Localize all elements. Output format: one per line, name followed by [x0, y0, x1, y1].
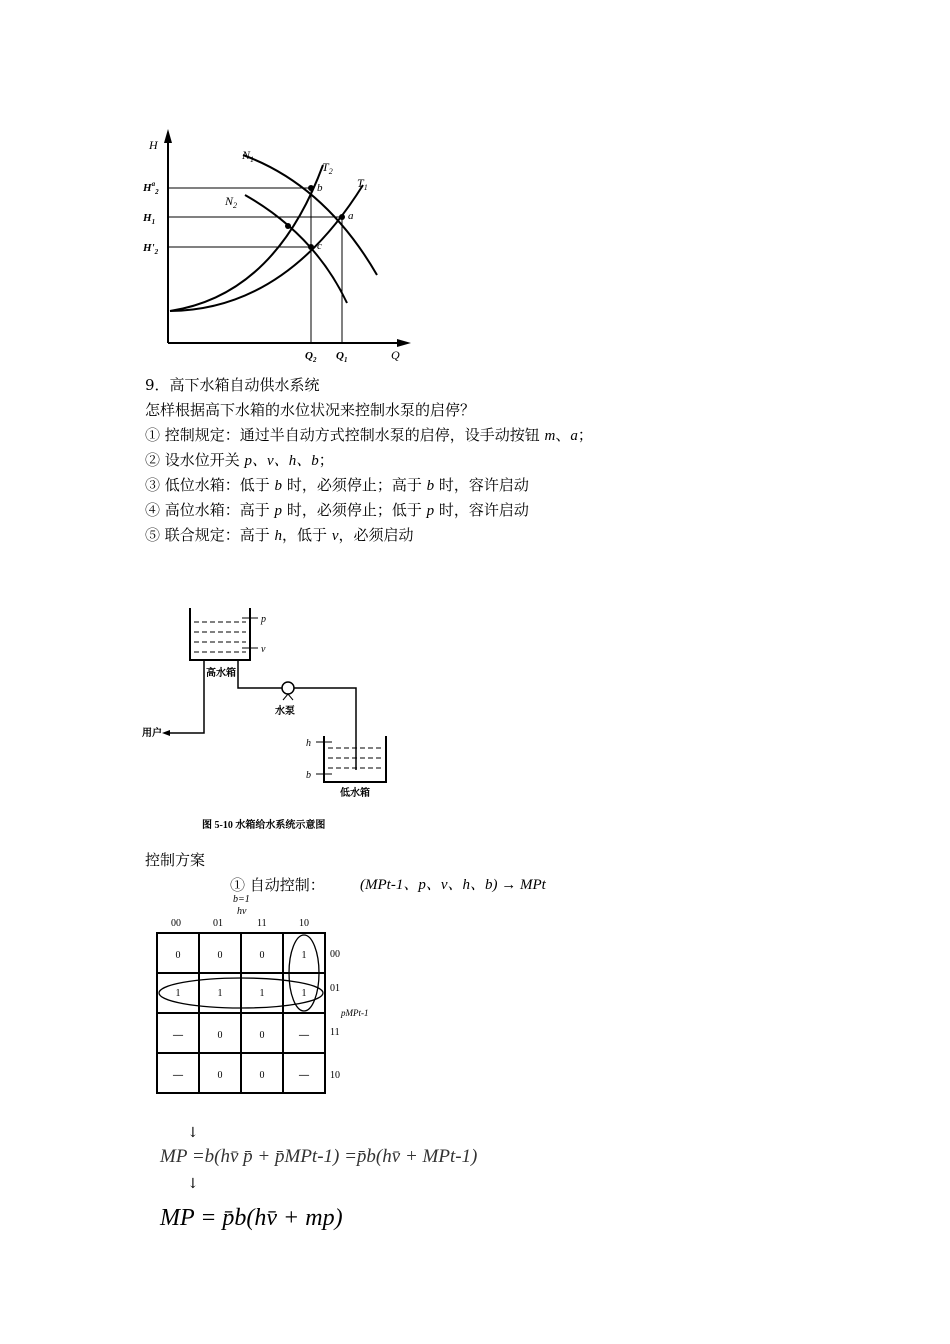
kmap-cell: 0 [259, 1030, 265, 1041]
question-line: 怎样根据高下水箱的水位状况来控制水泵的启停？ [145, 401, 476, 419]
switch-p-label: p [261, 614, 266, 625]
tank-system-figure [138, 600, 398, 840]
ytick-h2p: $H'_2$ [143, 242, 159, 256]
rule-5-v: v [331, 528, 339, 544]
kmap-corner-bottom: hv [237, 906, 247, 917]
rule-2-vars: p、v、h、b [244, 453, 319, 469]
point-intersect [285, 223, 291, 229]
rule-2-end: ； [318, 451, 334, 469]
rule-3-b1: b [274, 478, 283, 494]
rule-3-d: 时，容许启动 [434, 476, 529, 494]
kmap-row-variable: pMPt-1 [341, 1008, 369, 1018]
rule-1-end: ； [577, 426, 593, 444]
rule-1-text: ① 控制规定：通过半自动方式控制水泵的启停，设手动按钮 [145, 426, 545, 444]
kmap-cell: 0 [175, 950, 181, 961]
kmap-cell: 0 [259, 950, 265, 961]
rule-3-b2: b [426, 478, 435, 494]
rule-5-c: ，低于 [282, 526, 332, 544]
rule-1 [145, 425, 593, 446]
x-axis-label: Q [391, 348, 400, 362]
curve-n1 [243, 155, 377, 275]
equation-2: MP = p̄b(hv̄ + mp) [160, 1205, 343, 1231]
rule-4-p1: p [274, 503, 283, 519]
kmap-cell: 1 [259, 988, 265, 999]
rule-4-a: ④ 高位水箱：高于 [145, 501, 275, 519]
kmap-cell: 0 [259, 1070, 265, 1081]
label-n2: $N_2$ [225, 194, 238, 210]
kmap-row-header: 01 [330, 983, 340, 994]
ytick-h2a: $H^a_2$ [143, 180, 159, 196]
arrow-2: ↓ [187, 1176, 199, 1192]
pipe-to-user [170, 660, 204, 733]
point-label-b: b [317, 182, 323, 194]
rule-5-h: h [274, 528, 283, 544]
y-axis-label: H [149, 138, 158, 152]
kmap-cell: — [299, 1070, 309, 1081]
kmap-cell: 1 [301, 950, 307, 961]
rule-1-a: a [570, 428, 578, 444]
kmap-cell: — [173, 1070, 183, 1081]
rule-3-c: 时，必须停止；高于 [282, 476, 427, 494]
kmap-col-header: 01 [213, 918, 223, 929]
rule-4-c: 时，必须停止；低于 [282, 501, 427, 519]
curve-n2 [245, 195, 347, 303]
rule-5-d: ，必须启动 [338, 526, 414, 544]
point-b [308, 185, 314, 191]
figure-caption: 图 5-10 水箱给水系统示意图 [202, 820, 326, 831]
auto-formula: (MPt-1、p、v、h、b) → MPt [360, 877, 546, 893]
low-tank [324, 736, 386, 782]
x-axis-arrow [397, 339, 411, 347]
switch-h-label: h [306, 738, 311, 749]
kmap-cell: 0 [217, 950, 223, 961]
rule-4 [145, 500, 529, 521]
plan-title: 控制方案 [145, 851, 206, 869]
curve-t1 [170, 185, 363, 311]
kmap-cell: — [173, 1030, 183, 1041]
rule-3-a: ③ 低位水箱：低于 [145, 476, 275, 494]
kmap-cell: — [299, 1030, 309, 1041]
point-c [308, 244, 314, 250]
kmap-row-header: 11 [330, 1027, 340, 1038]
kmap-cell: 1 [301, 988, 307, 999]
kmap-col-header: 10 [299, 918, 309, 929]
pipe-to-pump [238, 660, 282, 688]
pump-base [283, 694, 293, 700]
point-a [339, 214, 345, 220]
user-arrow [162, 730, 170, 736]
xtick-q1: $Q_1$ [336, 350, 348, 364]
kmap-cell: 0 [217, 1070, 223, 1081]
kmap-cell: 0 [217, 1030, 223, 1041]
rule-1-m: m [544, 428, 556, 444]
rule-1-sep: 、 [555, 426, 571, 444]
arrow-1: ↓ [187, 1125, 199, 1141]
point-label-a: a [348, 210, 354, 222]
switch-v-label: v [261, 644, 266, 655]
low-tank-label: 低水箱 [340, 788, 370, 799]
label-n1: $N_1$ [242, 148, 255, 164]
kmap-corner-top: b=1 [233, 894, 250, 905]
kmap-row-header: 10 [330, 1070, 340, 1081]
label-t1: $T_1$ [357, 176, 368, 192]
rule-5-a: ⑤ 联合规定：高于 [145, 526, 275, 544]
label-t2: $T_2$ [322, 160, 333, 176]
pump-label: 水泵 [275, 706, 295, 717]
point-label-c: c [317, 240, 322, 252]
rule-5 [145, 525, 414, 546]
section-heading: 9．高下水箱自动供水系统 [145, 376, 320, 394]
kmap-cell: 1 [175, 988, 181, 999]
y-axis-arrow [164, 129, 172, 143]
switch-b-label: b [306, 770, 311, 781]
kmap-row-header: 00 [330, 949, 340, 960]
xtick-q2: $Q_2$ [305, 350, 317, 364]
rule-2-text: ② 设水位开关 [145, 451, 245, 469]
rule-3 [145, 475, 529, 496]
karnaugh-map [150, 928, 390, 1098]
pump-icon [282, 682, 294, 694]
auto-label: ① 自动控制： [230, 876, 325, 894]
kmap-cell: 1 [217, 988, 223, 999]
rule-4-d: 时，容许启动 [434, 501, 529, 519]
high-tank-label: 高水箱 [206, 668, 236, 679]
rule-2 [145, 450, 334, 471]
kmap-col-header: 11 [257, 918, 267, 929]
rule-4-p2: p [426, 503, 435, 519]
kmap-col-header: 00 [171, 918, 181, 929]
equation-1: MP =b(hv̄ p̄ + p̄MPt-1) =p̄b(hv̄ + MPt-1) [160, 1146, 478, 1167]
pump-curve-figure [135, 125, 420, 370]
user-label: 用户 [142, 728, 162, 739]
ytick-h1: $H_1$ [143, 212, 156, 226]
